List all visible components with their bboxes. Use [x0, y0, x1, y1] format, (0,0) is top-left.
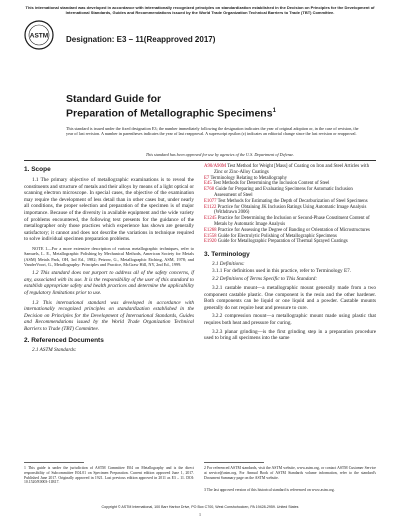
ref-link-e1245[interactable]: E1245 — [204, 216, 217, 222]
ref-link-e1122[interactable]: E1122 — [204, 204, 217, 210]
footnote-1: 1 This guide is under the jurisdiction of ASTM Committee E04 on Metallography and is the direct responsibility of Subcommittee E04.01 on Specimen Preparation. Current edition approved June 1, 2017. Published June 2017. Originally approved in 1921. Last previous edition approved in 2011 as E3 – 11. DOI: 10.1520/E0003-11R17. — [24, 466, 194, 485]
ref-link-a90[interactable]: A90/A90M — [204, 164, 227, 169]
list-item: E1268 Practice for Assessing the Degree of Banding or Orientation of Microstructures — [204, 227, 370, 233]
footnote-3: 3 The last approved version of this historical standard is referenced on www.astm.org. — [204, 488, 335, 492]
title-line-1: Standard Guide for — [66, 93, 162, 105]
list-item: E1245 Practice for Determining the Inclusion or Second-Phase Constituent Content of Metals by Automatic Image Analysis — [204, 216, 370, 227]
footnote-divider-right — [204, 462, 264, 463]
term-3-2-1: 3.2.1 castable mount—a metallographic mount generally made from a two component castable plastic. One component is the resin and the other hardener. Both components can be liquid or one liquid and a powder. Castable mounts generally do not require heat and pressure to cure. — [204, 284, 376, 311]
ref-link-e1558[interactable]: E1558 — [204, 233, 217, 239]
term-3-1-1: 3.1.1 For definitions used in this practice, refer to Terminology E7. — [212, 267, 351, 274]
term-3-2: 3.2 Definitions of Terms Specific to This Standard: — [212, 276, 318, 283]
right-column — [204, 164, 376, 342]
scope-1-1: 1.1 The primary objective of metallographic examinations is to reveal the constituents and structure of metals and their alloys by means of a light optical or scanning electron microscope. In special cases, the objective of the examination may require the development of less detail than in other cases but, under nearly all conditions, the proper selection and preparation of the specimen is of major importance. Because of the diversity in available equipment and the wide variety of problems encountered, the following text presents for the guidance of the metallographer only those practices which experience has shown are generally satisfactory; it cannot and does not describe the variations in technique required to solve individual specimen preparation problems. — [24, 177, 194, 243]
list-item: A90/A90M Test Method for Weight [Mass] of Coating on Iron and Steel Articles with Zinc or Zinc-Alloy Coatings — [204, 164, 369, 175]
document-title — [66, 93, 276, 120]
ref-link-e1077[interactable]: E1077 — [204, 198, 217, 204]
scope-1-2: 1.2 This standard does not purport to address all of the safety concerns, if any, associated with its use. It is the responsibility of the user of this standard to establish appropriate safety and health practices and determine the applicability of regulatory limitations prior to use. — [24, 270, 194, 296]
list-item: E1122 Practice for Obtaining JK Inclusion Ratings Using Automatic Image Analysis (Withdrawn 2006) — [204, 204, 367, 216]
footnote-divider-left — [24, 462, 84, 463]
dod-approval-note: This standard has been approved for use by agencies of the U.S. Department of Defense. — [145, 152, 295, 157]
term-3-2-2: 3.2.2 compression mount—a metallographic mount made using plastic that requires both heat and pressure for curing. — [204, 313, 376, 326]
header-divider — [24, 160, 376, 161]
ref-link-e1268[interactable]: E1268 — [204, 227, 217, 233]
title-line-2: Preparation of Metallographic Specimens — [66, 107, 273, 120]
referenced-documents-heading: 2. Referenced Documents — [24, 337, 104, 345]
ref-link-e45[interactable]: E45 — [204, 181, 212, 187]
designation: Designation: E3 – 11(Reapproved 2017) — [66, 35, 216, 44]
list-item: E1920 Guide for Metallographic Preparation of Thermal Sprayed Coatings — [204, 239, 348, 245]
scope-1-3: 1.3 This international standard was developed in accordance with internationally recognized principles on standardization established in the Decision on Principles for the Development of International Standards, Guides and Recommendations issued by the World Trade Organization Technical Barriers to Trade (TBT) Committee. — [24, 299, 194, 332]
page-number: 1 — [199, 512, 201, 517]
list-item: E1077 Test Methods for Estimating the Depth of Decarburization of Steel Specimens — [204, 198, 368, 204]
term-3-1: 3.1 Definitions: — [212, 261, 245, 268]
wto-notice: This international standard was developed in accordance with internationally recognized principles on standardization established in the Decision on Principles for the Development of International Standards, Guides and Recommendations issued by the World Trade Organization Technical Barriers to Trade (TBT) Committee. — [25, 5, 375, 15]
standard-issue-note: This standard is issued under the fixed designation E3; the number immediately following the designation indicates the year of original adoption or, in the case of revision, the year of last revision. A number in parentheses indicates the year of last reapproval. A superscript epsilon (ε) indicates an editorial change since the last revision or reapproval. — [66, 126, 359, 137]
ref-2-1: 2.1 ASTM Standards: — [32, 347, 77, 354]
reference-list — [204, 164, 376, 245]
footnote-2: 2 For referenced ASTM standards, visit the ASTM website, www.astm.org, or contact ASTM Customer Service at service@astm.org. For Annual Book of ASTM Standards volume information, refer to the standard's Document Summary page on the ASTM website. — [204, 466, 376, 480]
ref-link-e7[interactable]: E7 — [204, 175, 210, 181]
terminology-heading: 3. Terminology — [204, 251, 250, 259]
list-item: E768 Guide for Preparing and Evaluating Specimens for Automatic Inclusion Assessment of Steel — [204, 187, 353, 198]
list-item: E45 Test Methods for Determining the Inclusion Content of Steel — [204, 181, 330, 187]
astm-logo — [24, 20, 54, 50]
left-column — [24, 166, 194, 354]
svg-text:ASTM: ASTM — [29, 32, 49, 40]
list-item: E7 Terminology Relating to Metallography — [204, 175, 287, 181]
term-3-2-3: 3.2.3 planar grinding—is the first grinding step in a preparation procedure used to bring all specimens into the same — [204, 328, 376, 342]
copyright-footer: Copyright © ASTM International, 100 Barr Harbor Drive, PO Box C700, West Conshohocken, PA 19428-2959. United States — [101, 505, 299, 509]
note-1: NOTE 1—For a more extensive description of various metallographic techniques, refer to Samuels, L. E., Metallographic Polishing by Mechanical Methods, American Society for Metals (ASM) Metals Park, OH, 3rd Ed., 1982; Petzow, G., Metallographic Etching, ASM, 1978; and VanderVoort, G., Metallography: Principles and Practice, McGraw Hill, NY, 2nd Ed., 1999. — [24, 245, 194, 267]
list-item: E1558 Guide for Electrolytic Polishing of Metallographic Specimens — [204, 233, 337, 239]
scope-heading: 1. Scope — [24, 166, 51, 173]
ref-link-e768[interactable]: E768 — [204, 187, 215, 193]
title-footnote-mark: 1 — [272, 108, 276, 114]
ref-link-e1920[interactable]: E1920 — [204, 239, 217, 245]
